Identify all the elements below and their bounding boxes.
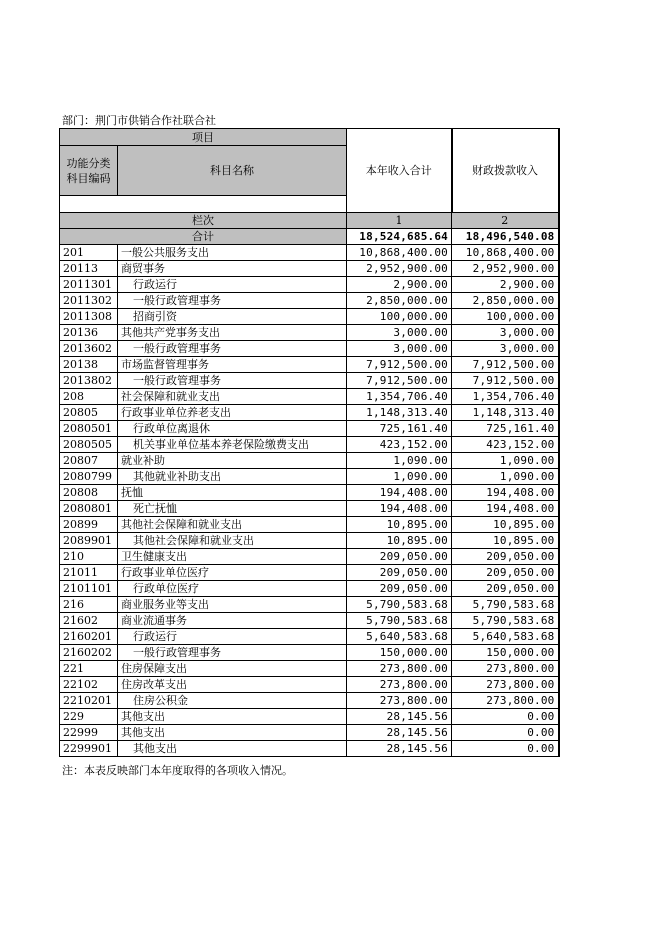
table-row — [60, 693, 559, 709]
row-col1: 10,868,400.00 — [347, 245, 452, 261]
column-index-label: 栏次 — [60, 213, 347, 229]
row-col1: 5,640,583.68 — [347, 629, 452, 645]
table-row — [60, 501, 559, 517]
row-col2: 209,050.00 — [452, 581, 559, 597]
row-col1: 273,800.00 — [347, 677, 452, 693]
row-code: 2013802 — [60, 373, 118, 389]
row-col1: 209,050.00 — [347, 565, 452, 581]
table-row — [60, 741, 559, 757]
row-col1: 209,050.00 — [347, 549, 452, 565]
row-code: 2080505 — [60, 437, 118, 453]
row-col2: 2,952,900.00 — [452, 261, 559, 277]
row-col2: 423,152.00 — [452, 437, 559, 453]
row-col1: 150,000.00 — [347, 645, 452, 661]
row-col1: 194,408.00 — [347, 485, 452, 501]
total-col1: 18,524,685.64 — [347, 229, 452, 245]
row-col1: 2,952,900.00 — [347, 261, 452, 277]
name-header: 科目名称 — [118, 146, 347, 196]
row-col1: 10,895.00 — [347, 533, 452, 549]
row-code: 2011302 — [60, 293, 118, 309]
row-code: 2089901 — [60, 533, 118, 549]
row-name: 商贸事务 — [118, 261, 347, 277]
row-code: 2080501 — [60, 421, 118, 437]
table-row — [60, 597, 559, 613]
row-name: 死亡抚恤 — [118, 501, 347, 517]
row-name: 行政事业单位医疗 — [118, 565, 347, 581]
row-code: 2011301 — [60, 277, 118, 293]
row-code: 20138 — [60, 357, 118, 373]
table-row — [60, 309, 559, 325]
row-col1: 209,050.00 — [347, 581, 452, 597]
row-col1: 1,090.00 — [347, 453, 452, 469]
table-row — [60, 325, 559, 341]
col1-index: 1 — [347, 213, 452, 229]
row-code: 2210201 — [60, 693, 118, 709]
row-name: 机关事业单位基本养老保险缴费支出 — [118, 437, 347, 453]
header-spacer — [60, 196, 347, 213]
row-col1: 273,800.00 — [347, 661, 452, 677]
row-code: 2160202 — [60, 645, 118, 661]
row-col2: 10,868,400.00 — [452, 245, 559, 261]
row-code: 2013602 — [60, 341, 118, 357]
row-code: 20807 — [60, 453, 118, 469]
row-col2: 100,000.00 — [452, 309, 559, 325]
row-col1: 2,900.00 — [347, 277, 452, 293]
row-col2: 2,850,000.00 — [452, 293, 559, 309]
row-col1: 100,000.00 — [347, 309, 452, 325]
total-label: 合计 — [60, 229, 347, 245]
table-row — [60, 581, 559, 597]
table-row — [60, 437, 559, 453]
row-name: 行政运行 — [118, 629, 347, 645]
row-code: 208 — [60, 389, 118, 405]
table-row — [60, 645, 559, 661]
row-name: 其他支出 — [118, 709, 347, 725]
row-code: 21602 — [60, 613, 118, 629]
income-table — [59, 128, 560, 757]
row-col2: 273,800.00 — [452, 661, 559, 677]
row-name: 行政单位医疗 — [118, 581, 347, 597]
table-row — [60, 293, 559, 309]
row-col1: 725,161.40 — [347, 421, 452, 437]
row-col2: 0.00 — [452, 709, 559, 725]
row-name: 招商引资 — [118, 309, 347, 325]
row-col2: 150,000.00 — [452, 645, 559, 661]
row-code: 2011308 — [60, 309, 118, 325]
row-name: 一般公共服务支出 — [118, 245, 347, 261]
table-row — [60, 453, 559, 469]
row-name: 一般行政管理事务 — [118, 373, 347, 389]
table-row — [60, 357, 559, 373]
row-col2: 7,912,500.00 — [452, 357, 559, 373]
row-code: 20899 — [60, 517, 118, 533]
row-col2: 7,912,500.00 — [452, 373, 559, 389]
row-name: 一般行政管理事务 — [118, 341, 347, 357]
col2-header: 财政拨款收入 — [452, 129, 559, 213]
row-col1: 3,000.00 — [347, 325, 452, 341]
row-name: 商业服务业等支出 — [118, 597, 347, 613]
row-code: 2160201 — [60, 629, 118, 645]
row-col2: 3,000.00 — [452, 341, 559, 357]
row-code: 201 — [60, 245, 118, 261]
row-name: 一般行政管理事务 — [118, 293, 347, 309]
table-row — [60, 261, 559, 277]
table-row — [60, 661, 559, 677]
row-col1: 28,145.56 — [347, 725, 452, 741]
row-col1: 7,912,500.00 — [347, 357, 452, 373]
row-col2: 1,090.00 — [452, 469, 559, 485]
row-col1: 423,152.00 — [347, 437, 452, 453]
table-row — [60, 709, 559, 725]
table-row — [60, 485, 559, 501]
row-col1: 28,145.56 — [347, 741, 452, 757]
row-col2: 5,640,583.68 — [452, 629, 559, 645]
table-row — [60, 341, 559, 357]
row-name: 其他就业补助支出 — [118, 469, 347, 485]
row-col2: 273,800.00 — [452, 677, 559, 693]
row-name: 行政事业单位养老支出 — [118, 405, 347, 421]
row-col1: 5,790,583.68 — [347, 597, 452, 613]
row-code: 20136 — [60, 325, 118, 341]
row-name: 商业流通事务 — [118, 613, 347, 629]
row-code: 20808 — [60, 485, 118, 501]
table-row — [60, 245, 559, 261]
table-row — [60, 405, 559, 421]
col2-index: 2 — [452, 213, 559, 229]
row-col2: 1,354,706.40 — [452, 389, 559, 405]
row-col1: 1,090.00 — [347, 469, 452, 485]
row-col2: 10,895.00 — [452, 533, 559, 549]
row-name: 其他社会保障和就业支出 — [118, 533, 347, 549]
row-code: 210 — [60, 549, 118, 565]
row-col2: 1,148,313.40 — [452, 405, 559, 421]
row-code: 221 — [60, 661, 118, 677]
row-name: 住房公积金 — [118, 693, 347, 709]
row-col2: 5,790,583.68 — [452, 597, 559, 613]
row-code: 22102 — [60, 677, 118, 693]
row-col1: 10,895.00 — [347, 517, 452, 533]
row-col1: 273,800.00 — [347, 693, 452, 709]
row-name: 卫生健康支出 — [118, 549, 347, 565]
row-name: 社会保障和就业支出 — [118, 389, 347, 405]
table-row — [60, 389, 559, 405]
row-code: 20805 — [60, 405, 118, 421]
table-row — [60, 629, 559, 645]
row-col2: 3,000.00 — [452, 325, 559, 341]
table-row — [60, 517, 559, 533]
row-col1: 5,790,583.68 — [347, 613, 452, 629]
row-col2: 5,790,583.68 — [452, 613, 559, 629]
row-name: 其他共产党事务支出 — [118, 325, 347, 341]
table-row — [60, 373, 559, 389]
table-row — [60, 549, 559, 565]
table-row — [60, 677, 559, 693]
row-code: 22999 — [60, 725, 118, 741]
row-code: 229 — [60, 709, 118, 725]
table-row — [60, 277, 559, 293]
row-col2: 209,050.00 — [452, 549, 559, 565]
row-col2: 273,800.00 — [452, 693, 559, 709]
row-col2: 194,408.00 — [452, 485, 559, 501]
row-code: 2299901 — [60, 741, 118, 757]
row-col1: 194,408.00 — [347, 501, 452, 517]
row-col1: 1,148,313.40 — [347, 405, 452, 421]
row-code: 20113 — [60, 261, 118, 277]
row-col1: 3,000.00 — [347, 341, 452, 357]
table-row — [60, 533, 559, 549]
row-col2: 10,895.00 — [452, 517, 559, 533]
table-row — [60, 421, 559, 437]
row-col1: 7,912,500.00 — [347, 373, 452, 389]
row-name: 一般行政管理事务 — [118, 645, 347, 661]
row-code: 216 — [60, 597, 118, 613]
row-col1: 2,850,000.00 — [347, 293, 452, 309]
table-row — [60, 725, 559, 741]
row-col2: 0.00 — [452, 741, 559, 757]
row-name: 行政运行 — [118, 277, 347, 293]
row-col2: 0.00 — [452, 725, 559, 741]
row-name: 其他社会保障和就业支出 — [118, 517, 347, 533]
row-col1: 1,354,706.40 — [347, 389, 452, 405]
row-col2: 209,050.00 — [452, 565, 559, 581]
row-name: 就业补助 — [118, 453, 347, 469]
project-header: 项目 — [60, 129, 347, 146]
row-code: 2101101 — [60, 581, 118, 597]
row-col2: 725,161.40 — [452, 421, 559, 437]
row-col1: 28,145.56 — [347, 709, 452, 725]
department-label: 部门：荆门市供销合作社联合社 — [62, 114, 216, 127]
row-name: 住房改革支出 — [118, 677, 347, 693]
row-col2: 1,090.00 — [452, 453, 559, 469]
col1-header: 本年收入合计 — [347, 129, 452, 213]
row-name: 其他支出 — [118, 741, 347, 757]
row-code: 2080799 — [60, 469, 118, 485]
row-code: 21011 — [60, 565, 118, 581]
row-name: 住房保障支出 — [118, 661, 347, 677]
row-name: 行政单位离退休 — [118, 421, 347, 437]
table-row — [60, 565, 559, 581]
table-row — [60, 613, 559, 629]
footnote: 注：本表反映部门本年度取得的各项收入情况。 — [62, 764, 293, 777]
row-name: 其他支出 — [118, 725, 347, 741]
row-name: 市场监督管理事务 — [118, 357, 347, 373]
row-name: 抚恤 — [118, 485, 347, 501]
row-code: 2080801 — [60, 501, 118, 517]
table-row — [60, 469, 559, 485]
total-col2: 18,496,540.08 — [452, 229, 559, 245]
code-header: 功能分类 科目编码 — [60, 146, 118, 196]
row-col2: 2,900.00 — [452, 277, 559, 293]
row-col2: 194,408.00 — [452, 501, 559, 517]
